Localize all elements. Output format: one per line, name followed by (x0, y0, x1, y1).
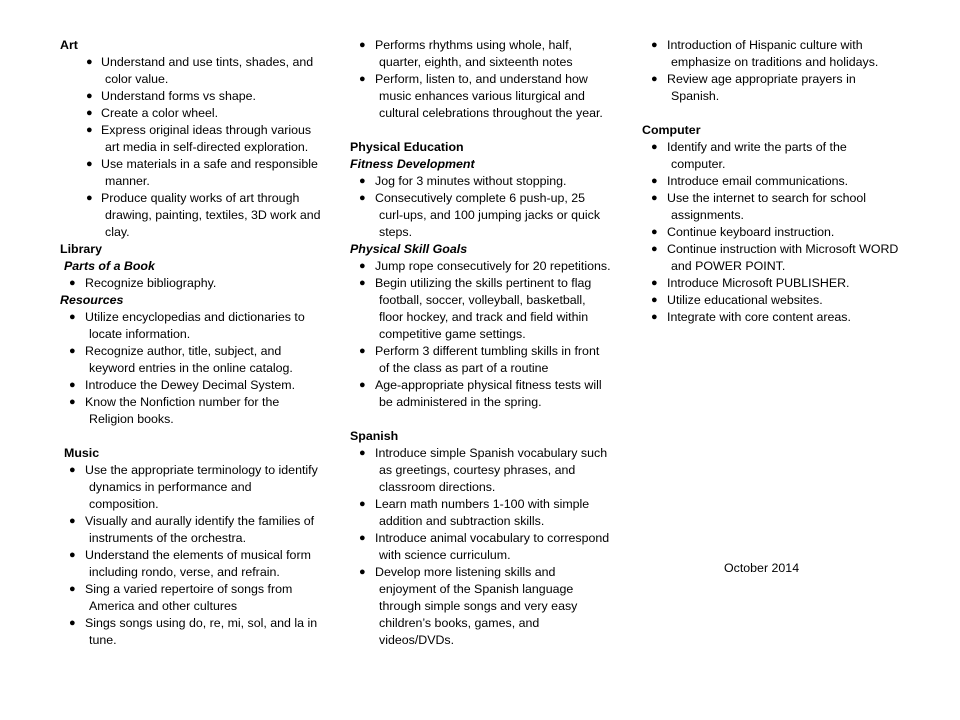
subheading-resources: Resources (60, 293, 124, 307)
bullet-dot-icon: ● (359, 73, 366, 85)
spacer (642, 105, 904, 122)
bullet-dot-icon: ● (651, 226, 658, 238)
list-item: ● Use the appropriate terminology to identify dynamics in performance and composition. (69, 463, 318, 511)
list-item: ● Recognize bibliography. (69, 276, 217, 290)
section-heading-spanish: Spanish (350, 429, 399, 443)
bullet-dot-icon: ● (86, 124, 93, 136)
bullet-dot-icon: ● (359, 532, 366, 544)
subheading-parts-of-a-book: Parts of a Book (64, 259, 155, 273)
bullet-dot-icon: ● (651, 192, 658, 204)
list-item: ● Understand the elements of musical form including rondo, verse, and refrain. (69, 548, 311, 579)
list-item: ● Performs rhythms using whole, half, quarter, eighth, and sixteenth notes (359, 38, 573, 69)
bullet-dot-icon: ● (359, 192, 366, 204)
library-parts-list (60, 275, 322, 292)
music-list-part-2 (350, 37, 612, 122)
spanish-list-part-1 (350, 445, 612, 649)
bullet-dot-icon: ● (359, 447, 366, 459)
bullet-dot-icon: ● (69, 345, 76, 357)
bullet-dot-icon: ● (69, 464, 76, 476)
list-item: ● Learn math numbers 1-100 with simple addition and subtraction skills. (359, 497, 590, 528)
list-item: ● Understand forms vs shape. (86, 89, 256, 103)
spacer (350, 411, 612, 428)
list-item: ● Express original ideas through various art media in self-directed exploration. (86, 123, 312, 154)
list-item: ● Utilize educational websites. (651, 293, 823, 307)
list-item: ● Develop more listening skills and enjoyment of the Spanish language through simple songs and very easy children’s books, games, and videos/DVDs. (359, 565, 578, 647)
bullet-dot-icon: ● (651, 175, 658, 187)
bullet-dot-icon: ● (359, 345, 366, 357)
bullet-dot-icon: ● (69, 549, 76, 561)
column-2 (350, 37, 612, 649)
bullet-dot-icon: ● (651, 294, 658, 306)
bullet-dot-icon: ● (69, 311, 76, 323)
list-item: ● Perform, listen to, and understand how music enhances various liturgical and cultural celebrations throughout the year. (359, 72, 603, 120)
bullet-dot-icon: ● (359, 566, 366, 578)
list-item: ● Introduce the Dewey Decimal System. (69, 378, 296, 392)
section-heading-art: Art (60, 38, 78, 52)
list-item: ● Introduce email communications. (651, 174, 849, 188)
bullet-dot-icon: ● (69, 583, 76, 595)
list-item: ● Introduce Microsoft PUBLISHER. (651, 276, 850, 290)
bullet-dot-icon: ● (69, 379, 76, 391)
list-item: ● Introduce simple Spanish vocabulary such as greetings, courtesy phrases, and classroom directions. (359, 446, 608, 494)
spanish-list-part-2 (642, 37, 904, 105)
bullet-dot-icon: ● (359, 277, 366, 289)
list-item: ● Utilize encyclopedias and dictionaries to locate information. (69, 310, 305, 341)
list-item: ● Use materials in a safe and responsible manner. (86, 157, 318, 188)
list-item: ● Continue keyboard instruction. (651, 225, 835, 239)
date-label: October 2014 (724, 561, 800, 575)
list-item: ● Perform 3 different tumbling skills in front of the class as part of a routine (359, 344, 600, 375)
bullet-dot-icon: ● (69, 617, 76, 629)
list-item: ● Understand and use tints, shades, and color value. (86, 55, 314, 86)
art-list (60, 54, 322, 241)
list-item: ● Know the Nonfiction number for the Religion books. (69, 395, 280, 426)
subheading-fitness-development: Fitness Development (350, 157, 475, 171)
list-item: ● Continue instruction with Microsoft WORD and POWER POINT. (651, 242, 899, 273)
bullet-dot-icon: ● (86, 192, 93, 204)
list-item: ● Integrate with core content areas. (651, 310, 851, 324)
list-item: ● Sings songs using do, re, mi, sol, and la in tune. (69, 616, 318, 647)
list-item: ● Visually and aurally identify the families of instruments of the orchestra. (69, 514, 315, 545)
list-item: ● Recognize author, title, subject, and keyword entries in the online catalog. (69, 344, 293, 375)
list-item: ● Jog for 3 minutes without stopping. (359, 174, 567, 188)
bullet-dot-icon: ● (651, 73, 658, 85)
bullet-dot-icon: ● (86, 158, 93, 170)
bullet-dot-icon: ● (359, 39, 366, 51)
list-item: ● Create a color wheel. (86, 106, 219, 120)
list-item: ● Begin utilizing the skills pertinent to flag football, soccer, volleyball, basketball, floor hockey, and track and field within competitive game settings. (359, 276, 592, 341)
bullet-dot-icon: ● (69, 515, 76, 527)
section-heading-physical-education: Physical Education (350, 140, 464, 154)
column-3 (642, 37, 904, 326)
music-list-part-1 (60, 462, 322, 649)
list-item: ● Produce quality works of art through drawing, painting, textiles, 3D work and clay. (86, 191, 321, 239)
list-item: ● Age-appropriate physical fitness tests will be administered in the spring. (359, 378, 602, 409)
list-item: ● Introduce animal vocabulary to correspond with science curriculum. (359, 531, 610, 562)
section-heading-library: Library (60, 242, 103, 256)
bullet-dot-icon: ● (651, 141, 658, 153)
list-item: ● Jump rope consecutively for 20 repetitions. (359, 259, 611, 273)
bullet-dot-icon: ● (69, 396, 76, 408)
list-item: ● Introduction of Hispanic culture with emphasize on traditions and holidays. (651, 38, 879, 69)
bullet-dot-icon: ● (69, 277, 76, 289)
list-item: ● Identify and write the parts of the computer. (651, 140, 847, 171)
bullet-dot-icon: ● (86, 56, 93, 68)
list-item: ● Sing a varied repertoire of songs from America and other cultures (69, 582, 293, 613)
pe-skill-list (350, 258, 612, 411)
list-item: ● Use the internet to search for school assignments. (651, 191, 867, 222)
bullet-dot-icon: ● (651, 39, 658, 51)
library-resources-list (60, 309, 322, 428)
bullet-dot-icon: ● (359, 175, 366, 187)
section-heading-computer: Computer (642, 123, 701, 137)
spacer (60, 428, 322, 445)
computer-list (642, 139, 904, 326)
list-item: ● Review age appropriate prayers in Spanish. (651, 72, 856, 103)
bullet-dot-icon: ● (86, 90, 93, 102)
bullet-dot-icon: ● (651, 311, 658, 323)
pe-fitness-list (350, 173, 612, 241)
spacer (350, 122, 612, 139)
section-heading-music: Music (64, 446, 100, 460)
bullet-dot-icon: ● (359, 260, 366, 272)
subheading-physical-skill-goals: Physical Skill Goals (350, 242, 468, 256)
list-item: ● Consecutively complete 6 push-up, 25 curl-ups, and 100 jumping jacks or quick steps. (359, 191, 601, 239)
bullet-dot-icon: ● (651, 277, 658, 289)
column-1 (60, 37, 322, 649)
bullet-dot-icon: ● (651, 243, 658, 255)
bullet-dot-icon: ● (359, 379, 366, 391)
bullet-dot-icon: ● (86, 107, 93, 119)
bullet-dot-icon: ● (359, 498, 366, 510)
